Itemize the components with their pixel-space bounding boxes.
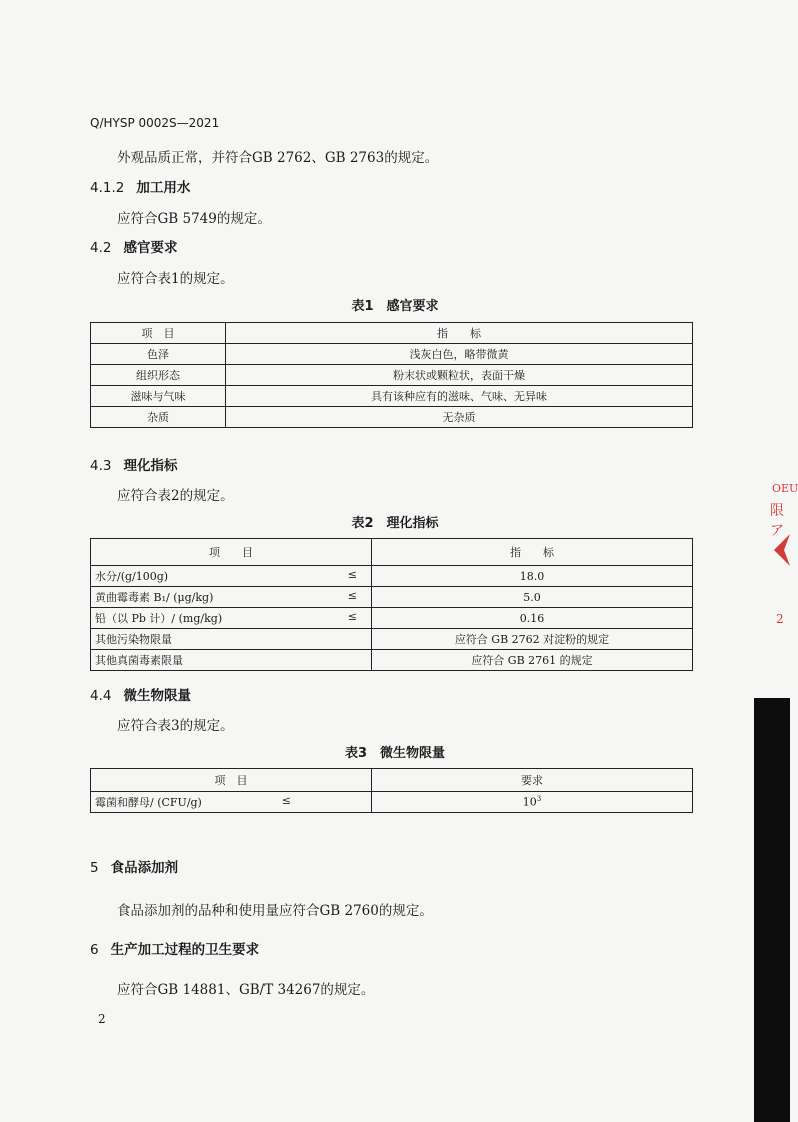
- table-row: [91, 566, 693, 587]
- table-cell: 其他污染物限量: [91, 629, 372, 650]
- table-cell: [91, 608, 372, 629]
- table3-header-item: 项 目: [91, 769, 372, 792]
- table-cell: 应符合 GB 2761 的规定: [372, 650, 693, 671]
- intro-paragraph: 外观品质正常，并符合GB 2762、GB 2763的规定。: [117, 150, 439, 166]
- heading-number: 4.1.2: [90, 180, 125, 196]
- item-label: 铅（以 Pb 计）/ (mg/kg): [95, 612, 223, 625]
- item-label: 黄曲霉毒素 B₁/ (μg/kg): [95, 591, 214, 604]
- stamp-emblem-icon: [768, 530, 790, 570]
- heading-number: 4.3: [90, 458, 112, 474]
- table-header-row: [91, 769, 693, 792]
- section-4-1-2-text: 应符合GB 5749的规定。: [117, 211, 271, 227]
- table2-caption: 表2 理化指标: [351, 516, 439, 531]
- table1-header-indicator: 指 标: [226, 323, 693, 344]
- le-symbol: ≤: [347, 610, 357, 623]
- table-header-row: [91, 539, 693, 566]
- table2-header-item: 项 目: [91, 539, 372, 566]
- heading-title: 理化指标: [123, 458, 178, 474]
- heading-title: 加工用水: [136, 180, 191, 196]
- table-row: [91, 407, 693, 428]
- table-row: [91, 344, 693, 365]
- item-label: 水分/(g/100g): [95, 570, 169, 583]
- table-cell: 粉末状或颗粒状，表面干燥: [226, 365, 693, 386]
- heading-number: 6: [90, 942, 99, 958]
- table-cell: 色泽: [91, 344, 226, 365]
- heading-number: 4.4: [90, 688, 112, 704]
- heading-4-3: [90, 454, 177, 474]
- table-row: [91, 386, 693, 407]
- table-cell: 5.0: [372, 587, 693, 608]
- table-cell: 18.0: [372, 566, 693, 587]
- table-cell: 0.16: [372, 608, 693, 629]
- scan-edge-shadow: [754, 698, 790, 1122]
- table3-microbial: [90, 768, 693, 813]
- standard-code: Q/HYSP 0002S—2021: [90, 116, 220, 130]
- table2-header-indicator: 指 标: [372, 539, 693, 566]
- section-5-text: 食品添加剂的品种和使用量应符合GB 2760的规定。: [117, 903, 433, 919]
- stamp-fragment-2: 限ア: [770, 503, 784, 539]
- table-cell: 无杂质: [226, 407, 693, 428]
- heading-4-4: [90, 684, 191, 704]
- section-4-4-text: 应符合表3的规定。: [117, 718, 234, 734]
- table-cell: [91, 566, 372, 587]
- table-cell: [91, 587, 372, 608]
- heading-4-1-2: [90, 176, 190, 196]
- table-row: [91, 792, 693, 813]
- heading-5: [90, 856, 178, 876]
- heading-number: 4.2: [90, 240, 112, 256]
- heading-number: 5: [90, 860, 99, 876]
- table-header-row: [91, 323, 693, 344]
- table-cell: [372, 792, 693, 813]
- table-row: [91, 629, 693, 650]
- le-symbol: ≤: [347, 589, 357, 602]
- heading-6: [90, 938, 259, 958]
- table-cell: [91, 792, 372, 813]
- table-cell: 杂质: [91, 407, 226, 428]
- table2-physicochemical: [90, 538, 693, 671]
- section-4-2-text: 应符合表1的规定。: [117, 271, 234, 287]
- heading-title: 感官要求: [123, 240, 178, 256]
- table-row: [91, 365, 693, 386]
- value-base: 10: [522, 795, 537, 809]
- table-row: [91, 587, 693, 608]
- table-cell: 滋味与气味: [91, 386, 226, 407]
- table-cell: 浅灰白色，略带微黄: [226, 344, 693, 365]
- le-symbol: ≤: [281, 794, 291, 807]
- table-cell: 应符合 GB 2762 对淀粉的规定: [372, 629, 693, 650]
- page-number: 2: [98, 1012, 106, 1026]
- table-cell: 具有该种应有的滋味、气味、无异味: [226, 386, 693, 407]
- section-6-text: 应符合GB 14881、GB/T 34267的规定。: [117, 982, 375, 998]
- table-row: [91, 608, 693, 629]
- heading-title: 食品添加剂: [110, 860, 179, 876]
- heading-4-2: [90, 236, 177, 256]
- table-cell: 组织形态: [91, 365, 226, 386]
- table1-caption: 表1 感官要求: [351, 299, 439, 314]
- value-exponent: 3: [536, 795, 542, 804]
- stamp-fragment-3: 2: [776, 612, 784, 626]
- le-symbol: ≤: [347, 568, 357, 581]
- section-4-3-text: 应符合表2的规定。: [117, 488, 234, 504]
- table-row: [91, 650, 693, 671]
- item-label: 霉菌和酵母/ (CFU/g): [95, 796, 202, 809]
- heading-title: 生产加工过程的卫生要求: [110, 942, 260, 958]
- table-cell: 其他真菌毒素限量: [91, 650, 372, 671]
- table3-header-requirement: 要求: [372, 769, 693, 792]
- table3-caption: 表3 微生物限量: [344, 746, 446, 761]
- table1-header-item: 项 目: [91, 323, 226, 344]
- stamp-fragment-1: OEU: [772, 482, 798, 495]
- table1-sensory: [90, 322, 693, 428]
- heading-title: 微生物限量: [123, 688, 191, 704]
